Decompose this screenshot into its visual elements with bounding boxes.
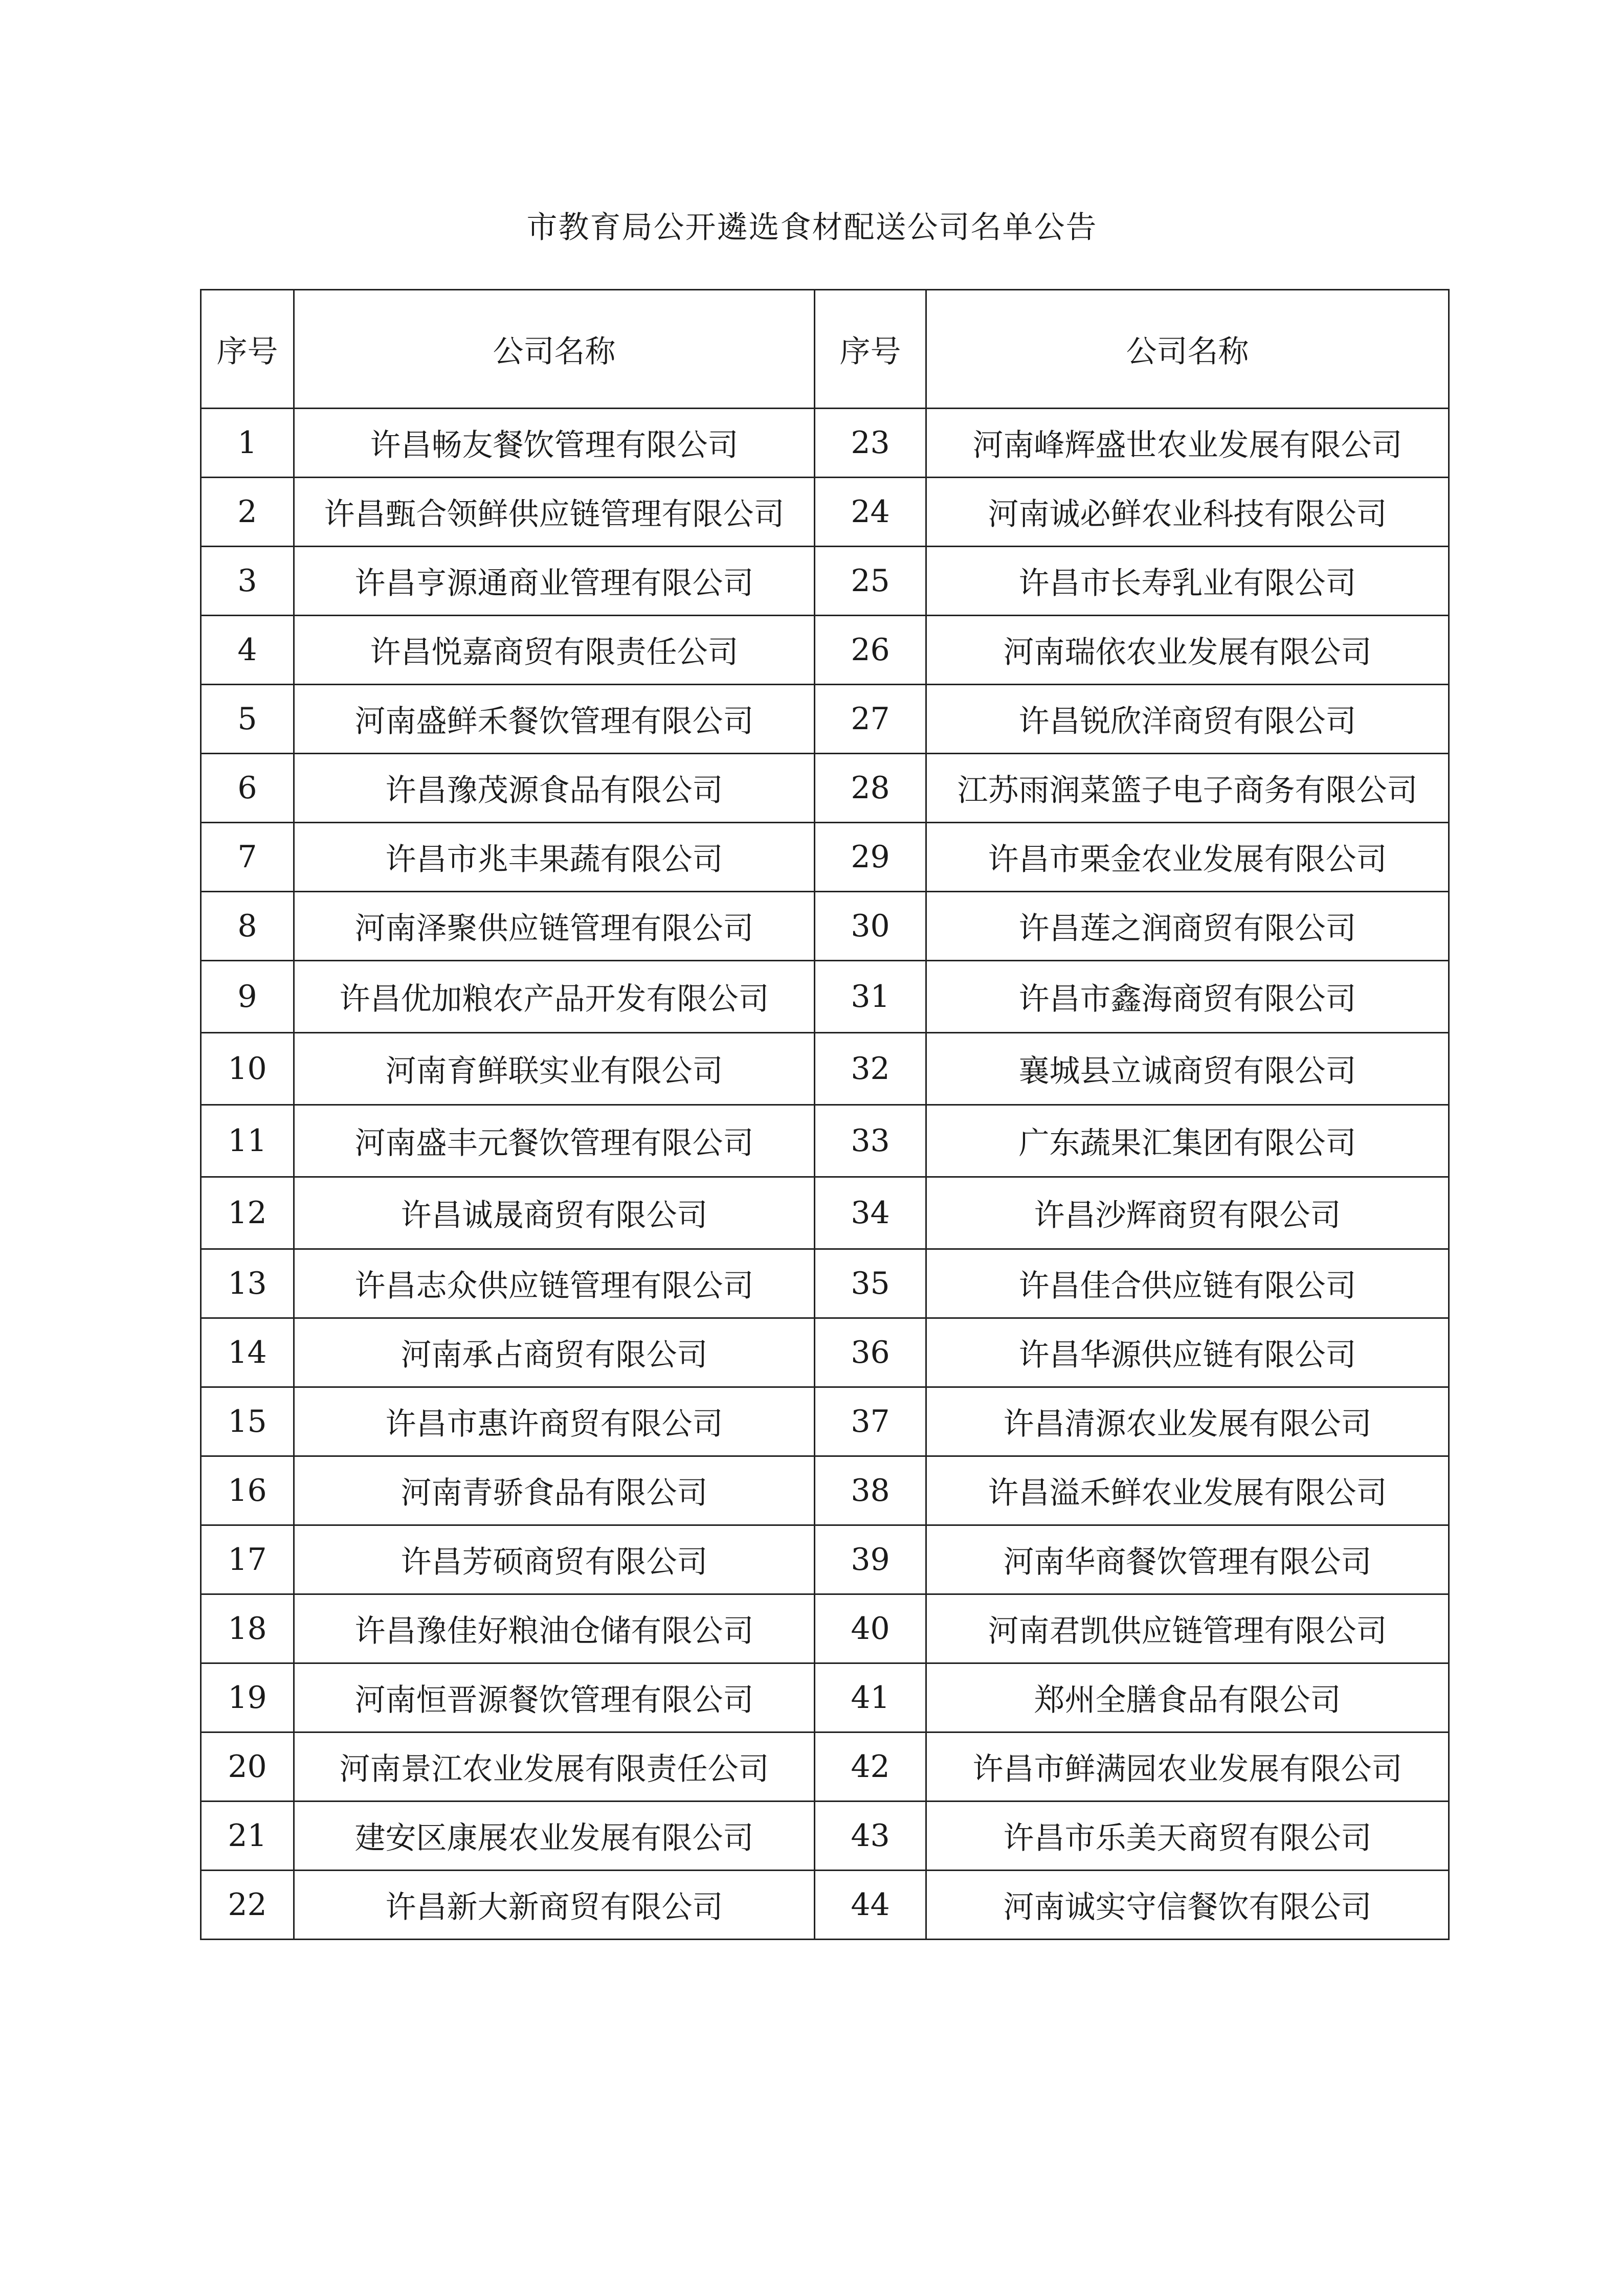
row-company-left: 建安区康展农业发展有限公司 bbox=[294, 1802, 815, 1871]
row-company-left: 许昌亨源通商业管理有限公司 bbox=[294, 547, 815, 616]
row-seq-right: 44 bbox=[815, 1871, 926, 1940]
row-seq-right: 41 bbox=[815, 1663, 926, 1732]
table-row bbox=[201, 961, 1449, 1033]
row-seq-right: 28 bbox=[815, 754, 926, 823]
row-seq-right: 36 bbox=[815, 1318, 926, 1387]
row-seq-right: 26 bbox=[815, 616, 926, 685]
row-seq-left: 12 bbox=[201, 1177, 294, 1249]
row-company-left: 许昌市兆丰果蔬有限公司 bbox=[294, 823, 815, 892]
row-company-left: 许昌市惠许商贸有限公司 bbox=[294, 1387, 815, 1456]
row-company-right: 襄城县立诚商贸有限公司 bbox=[926, 1033, 1449, 1105]
row-seq-right: 35 bbox=[815, 1249, 926, 1318]
row-seq-left: 1 bbox=[201, 409, 294, 478]
row-company-right: 河南诚必鲜农业科技有限公司 bbox=[926, 478, 1449, 547]
row-company-right: 许昌市乐美天商贸有限公司 bbox=[926, 1802, 1449, 1871]
row-seq-right: 29 bbox=[815, 823, 926, 892]
row-company-right: 郑州全膳食品有限公司 bbox=[926, 1663, 1449, 1732]
row-seq-left: 13 bbox=[201, 1249, 294, 1318]
table-row bbox=[201, 1249, 1449, 1318]
table-row bbox=[201, 1732, 1449, 1802]
table-row bbox=[201, 1802, 1449, 1871]
row-company-left: 许昌志众供应链管理有限公司 bbox=[294, 1249, 815, 1318]
row-company-left: 河南盛丰元餐饮管理有限公司 bbox=[294, 1105, 815, 1177]
row-seq-right: 37 bbox=[815, 1387, 926, 1456]
row-seq-left: 22 bbox=[201, 1871, 294, 1940]
row-company-left: 许昌悦嘉商贸有限责任公司 bbox=[294, 616, 815, 685]
row-company-right: 许昌市长寿乳业有限公司 bbox=[926, 547, 1449, 616]
row-seq-right: 38 bbox=[815, 1456, 926, 1525]
row-company-right: 广东蔬果汇集团有限公司 bbox=[926, 1105, 1449, 1177]
row-seq-right: 23 bbox=[815, 409, 926, 478]
header-company-name-left: 公司名称 bbox=[294, 290, 815, 409]
table-row bbox=[201, 892, 1449, 961]
row-company-right: 河南瑞依农业发展有限公司 bbox=[926, 616, 1449, 685]
row-seq-left: 16 bbox=[201, 1456, 294, 1525]
table-row bbox=[201, 616, 1449, 685]
row-seq-right: 33 bbox=[815, 1105, 926, 1177]
header-company-name-right: 公司名称 bbox=[926, 290, 1449, 409]
table-row bbox=[201, 1318, 1449, 1387]
row-company-right: 许昌市鲜满园农业发展有限公司 bbox=[926, 1732, 1449, 1802]
table-row bbox=[201, 754, 1449, 823]
row-seq-right: 32 bbox=[815, 1033, 926, 1105]
row-seq-left: 10 bbox=[201, 1033, 294, 1105]
row-company-left: 许昌豫佳好粮油仓储有限公司 bbox=[294, 1594, 815, 1663]
row-seq-left: 18 bbox=[201, 1594, 294, 1663]
table-row bbox=[201, 823, 1449, 892]
row-seq-left: 2 bbox=[201, 478, 294, 547]
row-seq-right: 31 bbox=[815, 961, 926, 1033]
row-company-right: 河南诚实守信餐饮有限公司 bbox=[926, 1871, 1449, 1940]
table-row bbox=[201, 1105, 1449, 1177]
row-seq-right: 30 bbox=[815, 892, 926, 961]
row-company-left: 许昌芳硕商贸有限公司 bbox=[294, 1525, 815, 1594]
company-list-table bbox=[200, 289, 1450, 1940]
table-row bbox=[201, 1663, 1449, 1732]
table-row bbox=[201, 1387, 1449, 1456]
row-company-right: 河南峰辉盛世农业发展有限公司 bbox=[926, 409, 1449, 478]
row-seq-left: 17 bbox=[201, 1525, 294, 1594]
row-company-left: 许昌新大新商贸有限公司 bbox=[294, 1871, 815, 1940]
table-row bbox=[201, 1525, 1449, 1594]
table-row bbox=[201, 1594, 1449, 1663]
row-company-right: 许昌华源供应链有限公司 bbox=[926, 1318, 1449, 1387]
row-seq-left: 5 bbox=[201, 685, 294, 754]
table-row bbox=[201, 685, 1449, 754]
table-row bbox=[201, 1871, 1449, 1940]
row-seq-left: 7 bbox=[201, 823, 294, 892]
table-row bbox=[201, 547, 1449, 616]
table-row bbox=[201, 478, 1449, 547]
row-company-left: 许昌甄合领鲜供应链管理有限公司 bbox=[294, 478, 815, 547]
row-company-left: 许昌优加粮农产品开发有限公司 bbox=[294, 961, 815, 1033]
row-company-right: 许昌清源农业发展有限公司 bbox=[926, 1387, 1449, 1456]
document-title: 市教育局公开遴选食材配送公司名单公告 bbox=[526, 210, 1098, 245]
row-seq-left: 14 bbox=[201, 1318, 294, 1387]
row-seq-right: 27 bbox=[815, 685, 926, 754]
row-seq-left: 3 bbox=[201, 547, 294, 616]
row-seq-right: 34 bbox=[815, 1177, 926, 1249]
row-company-left: 许昌畅友餐饮管理有限公司 bbox=[294, 409, 815, 478]
row-seq-left: 21 bbox=[201, 1802, 294, 1871]
row-seq-right: 42 bbox=[815, 1732, 926, 1802]
row-seq-right: 40 bbox=[815, 1594, 926, 1663]
row-company-right: 许昌沙辉商贸有限公司 bbox=[926, 1177, 1449, 1249]
row-seq-left: 11 bbox=[201, 1105, 294, 1177]
row-company-right: 许昌溢禾鲜农业发展有限公司 bbox=[926, 1456, 1449, 1525]
row-company-left: 许昌豫茂源食品有限公司 bbox=[294, 754, 815, 823]
row-seq-left: 6 bbox=[201, 754, 294, 823]
row-company-right: 江苏雨润菜篮子电子商务有限公司 bbox=[926, 754, 1449, 823]
table-header-row bbox=[201, 290, 1449, 409]
table-row bbox=[201, 1177, 1449, 1249]
row-seq-right: 43 bbox=[815, 1802, 926, 1871]
row-seq-left: 15 bbox=[201, 1387, 294, 1456]
row-seq-right: 24 bbox=[815, 478, 926, 547]
row-company-left: 河南景江农业发展有限责任公司 bbox=[294, 1732, 815, 1802]
header-seq-right: 序号 bbox=[815, 290, 926, 409]
row-company-left: 河南青骄食品有限公司 bbox=[294, 1456, 815, 1525]
table-row bbox=[201, 1456, 1449, 1525]
row-company-left: 河南泽聚供应链管理有限公司 bbox=[294, 892, 815, 961]
row-seq-right: 39 bbox=[815, 1525, 926, 1594]
row-company-left: 河南育鲜联实业有限公司 bbox=[294, 1033, 815, 1105]
row-company-right: 许昌市栗金农业发展有限公司 bbox=[926, 823, 1449, 892]
table-row bbox=[201, 1033, 1449, 1105]
row-company-left: 河南恒晋源餐饮管理有限公司 bbox=[294, 1663, 815, 1732]
row-seq-left: 4 bbox=[201, 616, 294, 685]
row-seq-left: 8 bbox=[201, 892, 294, 961]
row-company-right: 许昌佳合供应链有限公司 bbox=[926, 1249, 1449, 1318]
row-company-left: 河南承占商贸有限公司 bbox=[294, 1318, 815, 1387]
row-seq-right: 25 bbox=[815, 547, 926, 616]
row-company-left: 许昌诚晟商贸有限公司 bbox=[294, 1177, 815, 1249]
row-company-right: 河南华商餐饮管理有限公司 bbox=[926, 1525, 1449, 1594]
row-company-left: 河南盛鲜禾餐饮管理有限公司 bbox=[294, 685, 815, 754]
row-company-right: 许昌莲之润商贸有限公司 bbox=[926, 892, 1449, 961]
table-row bbox=[201, 409, 1449, 478]
row-seq-left: 19 bbox=[201, 1663, 294, 1732]
row-company-right: 许昌锐欣洋商贸有限公司 bbox=[926, 685, 1449, 754]
header-seq-left: 序号 bbox=[201, 290, 294, 409]
row-seq-left: 9 bbox=[201, 961, 294, 1033]
row-company-right: 许昌市鑫海商贸有限公司 bbox=[926, 961, 1449, 1033]
row-company-right: 河南君凯供应链管理有限公司 bbox=[926, 1594, 1449, 1663]
row-seq-left: 20 bbox=[201, 1732, 294, 1802]
